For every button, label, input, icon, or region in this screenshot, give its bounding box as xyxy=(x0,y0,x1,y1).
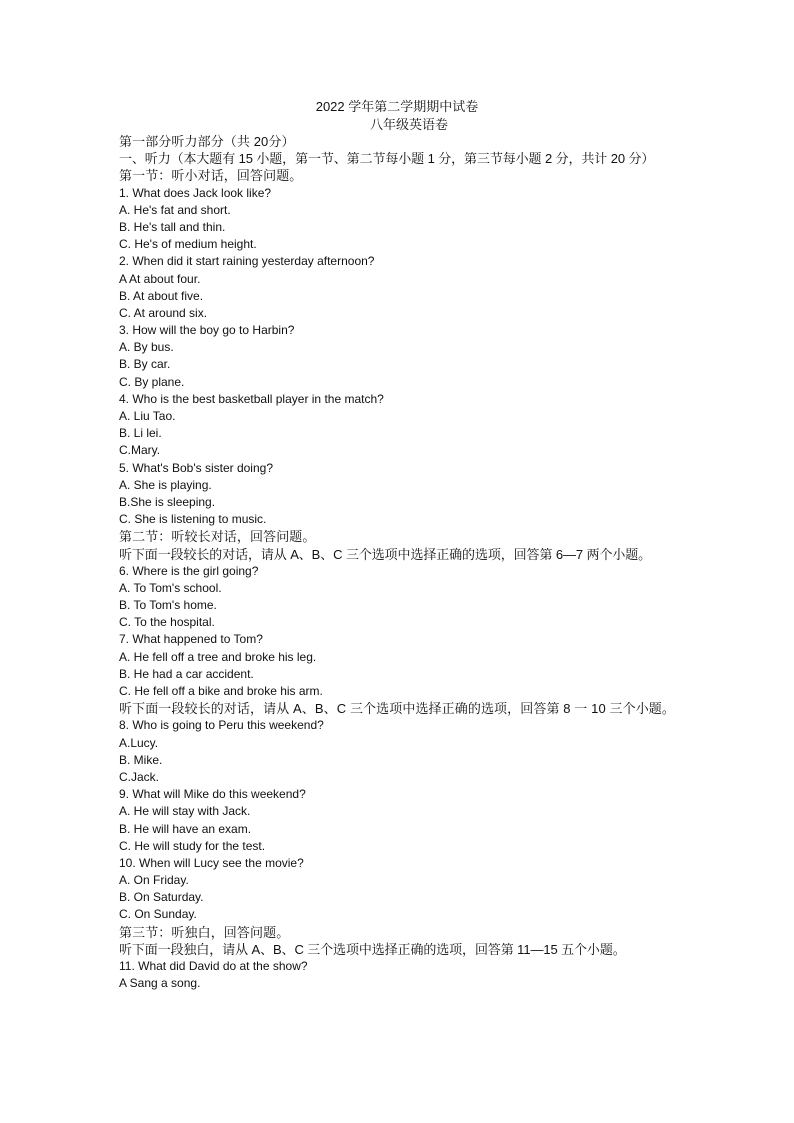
question: 4. Who is the best basketball player in the match? xyxy=(119,391,384,406)
option: B.She is sleeping. xyxy=(119,494,216,509)
option: B. Li lei. xyxy=(119,426,162,441)
option: B. On Saturday. xyxy=(119,890,204,905)
exam-subtitle: 八年级英语卷 xyxy=(369,117,448,132)
question: 3. How will the boy go to Harbin? xyxy=(119,323,295,338)
option: B. He will have an exam. xyxy=(119,821,252,836)
section-heading: 第二节：听较长对话，回答问题。 xyxy=(119,529,316,545)
option: A At about four. xyxy=(119,271,201,286)
section-instructions: 听下面一段较长的对话，请从 A、B、C 三个选项中选择正确的选项，回答第 6—7 两个小题。 xyxy=(119,546,652,562)
question: 5. What's Bob's sister doing? xyxy=(119,460,273,475)
option: A. He fell off a tree and broke his leg. xyxy=(119,649,317,664)
part-heading: 第一部分听力部分（共 20分） xyxy=(119,134,295,149)
option: C. By plane. xyxy=(119,374,185,389)
option: C.Mary. xyxy=(119,443,161,458)
option: B. By car. xyxy=(119,357,171,372)
listening-instructions: 一、听力（本大题有 15 小题，第一节、第二节每小题 1 分，第三节每小题 2 分，共计 20 分） xyxy=(119,151,655,167)
question: 6. Where is the girl going? xyxy=(119,563,259,578)
section-heading: 第一节：听小对话，回答问题。 xyxy=(119,168,303,184)
option: C. He's of medium height. xyxy=(119,237,257,252)
option: B. To Tom's home. xyxy=(119,598,217,613)
option: A. He will stay with Jack. xyxy=(119,804,251,819)
option: C. He will study for the test. xyxy=(119,838,266,853)
question: 11. What did David do at the show? xyxy=(119,959,308,974)
option: A. On Friday. xyxy=(119,873,189,888)
option: C. At around six. xyxy=(119,305,208,320)
exam-title: 2022 学年第二学期期中试卷 xyxy=(315,99,479,114)
question: 2. When did it start raining yesterday afternoon? xyxy=(119,254,375,269)
option: A. Liu Tao. xyxy=(119,409,176,423)
option: A. He's fat and short. xyxy=(119,202,231,217)
option: C.Jack. xyxy=(119,769,160,784)
option: B. Mike. xyxy=(119,752,163,767)
option: C. To the hospital. xyxy=(119,615,215,630)
question: 10. When will Lucy see the movie? xyxy=(119,855,304,870)
section-instructions: 听下面一段较长的对话，请从 A、B、C 三个选项中选择正确的选项，回答第 8 一 10 三个小题。 xyxy=(119,701,675,717)
option: A.Lucy. xyxy=(119,735,159,750)
question: 7. What happened to Tom? xyxy=(119,632,263,647)
option: A. To Tom's school. xyxy=(119,580,222,595)
option: A. She is playing. xyxy=(119,477,212,492)
option: A Sang a song. xyxy=(119,976,201,991)
exam-body xyxy=(119,133,719,992)
option: C. She is listening to music. xyxy=(119,512,267,527)
question: 9. What will Mike do this weekend? xyxy=(119,787,306,802)
option: A. By bus. xyxy=(119,340,174,355)
option: C. On Sunday. xyxy=(119,907,197,922)
option: C. He fell off a bike and broke his arm. xyxy=(119,684,323,698)
section-heading: 第三节：听独白，回答问题。 xyxy=(119,924,290,940)
section-instructions: 听下面一段独白，请从 A、B、C 三个选项中选择正确的选项，回答第 11—15 五个小题。 xyxy=(119,941,626,957)
option: B. At about five. xyxy=(119,288,204,303)
option: B. He had a car accident. xyxy=(119,666,254,681)
question: 1. What does Jack look like? xyxy=(119,185,272,200)
question: 8. Who is going to Peru this weekend? xyxy=(119,718,324,733)
option: B. He's tall and thin. xyxy=(119,219,226,234)
